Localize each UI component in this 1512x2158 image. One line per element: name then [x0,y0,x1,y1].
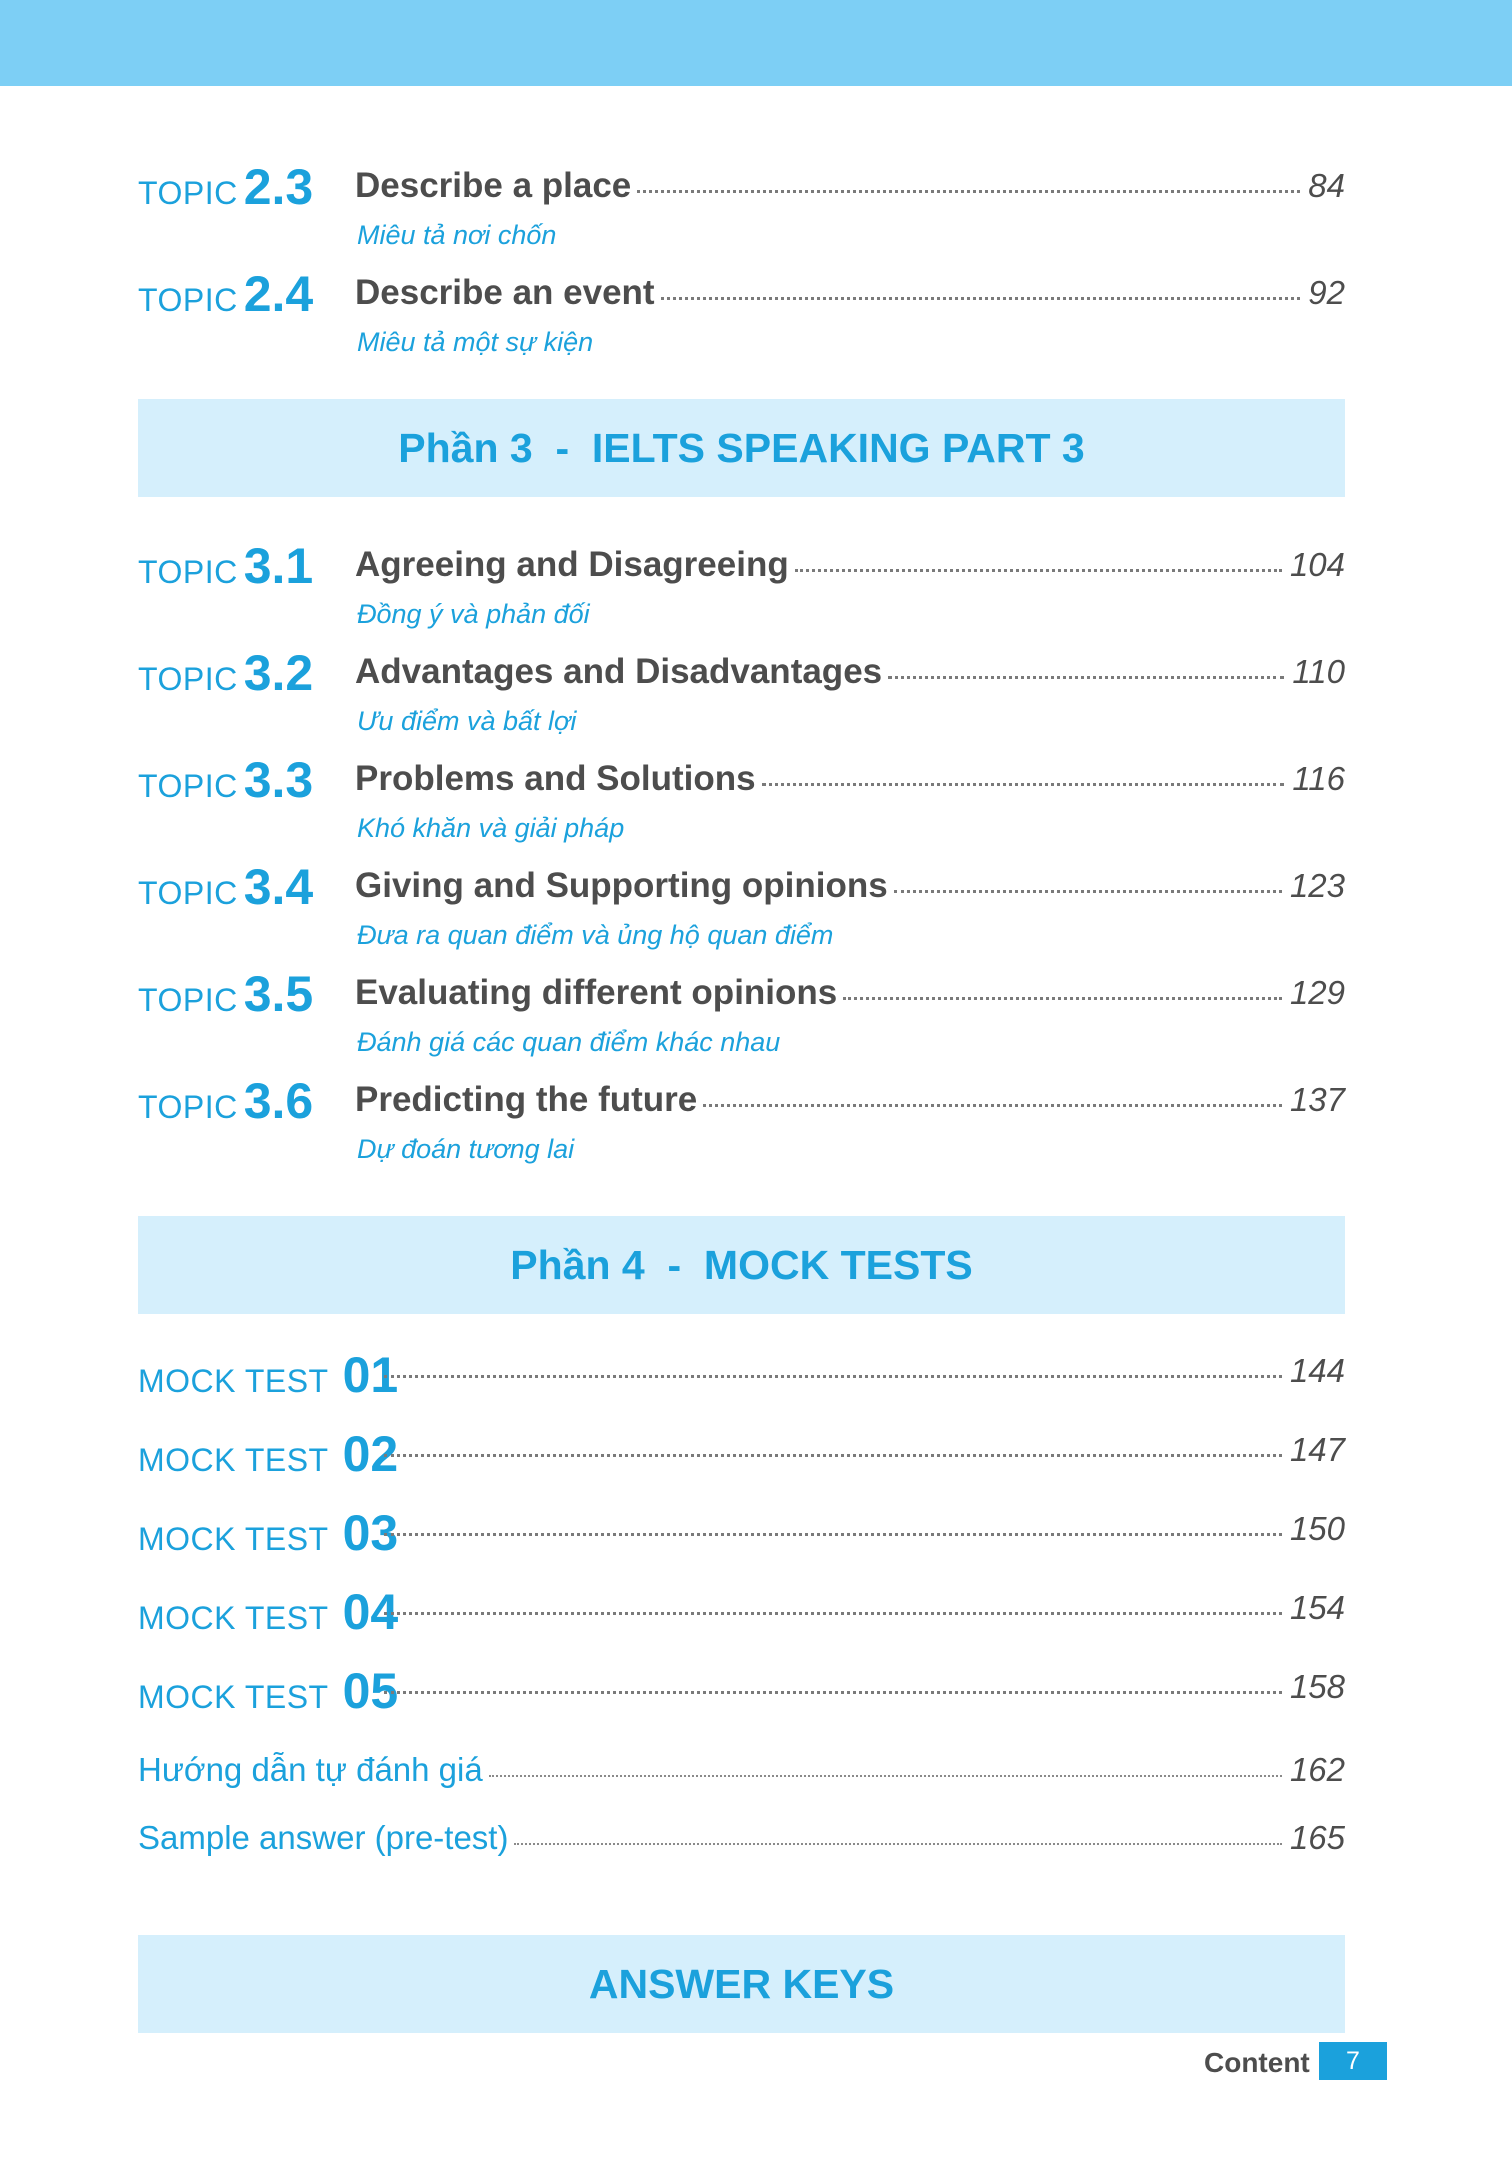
top-color-bar [0,0,1512,86]
toc-entry-topic-3-5[interactable] [138,957,1345,1064]
topic-subtitle: Đưa ra quan điểm và ủng hộ quan điểm [357,920,834,950]
topic-tag: TOPIC 3.5 [138,966,314,1022]
page-number: 165 [1289,1819,1345,1856]
topic-tag: TOPIC 2.3 [138,159,314,215]
toc-entry-topic-3-6[interactable] [138,1064,1345,1171]
toc-entry-mock-test-04[interactable] [138,1581,1345,1660]
toc-entry-mock-test-05[interactable] [138,1660,1345,1739]
topic-subtitle: Đồng ý và phản đối [357,599,590,629]
page-number: 104 [1289,546,1345,583]
topic-subtitle: Miêu tả nơi chốn [357,220,557,250]
dot-leader [843,996,1282,1000]
page-number: 144 [1289,1352,1345,1389]
section-banner-part-4: Phần 4 - MOCK TESTS [138,1216,1345,1314]
topic-subtitle: Miêu tả một sự kiện [357,327,594,357]
topic-title: Evaluating different opinions [355,973,838,1012]
toc-entry-topic-3-3[interactable] [138,743,1345,850]
toc-entry-mock-test-02[interactable] [138,1423,1345,1502]
page-number: 147 [1289,1431,1345,1468]
footer-page-number: 7 [1319,2042,1387,2080]
topic-title: Describe a place [355,166,632,205]
topic-tag: TOPIC 3.6 [138,1073,314,1129]
page-number: 116 [1292,760,1345,797]
toc-entry-mock-test-01[interactable] [138,1344,1345,1423]
dot-leader [637,189,1300,193]
dot-leader [762,782,1285,786]
dot-leader [384,1690,1282,1694]
toc-entry-topic-2-4[interactable] [138,257,1345,364]
topic-subtitle: Dự đoán tương lai [357,1134,575,1164]
topic-subtitle: Ưu điểm và bất lợi [357,706,577,736]
mock-test-tag: MOCK TEST 05 [138,1663,399,1719]
toc-entry-topic-3-2[interactable] [138,636,1345,743]
toc-entry-sample-answer[interactable] [138,1819,1345,1887]
page-number: 137 [1289,1081,1345,1118]
page-number: 162 [1289,1751,1345,1788]
dot-leader [384,1532,1282,1536]
toc-entry-self-assessment-guide[interactable] [138,1751,1345,1819]
mock-test-tag: MOCK TEST 01 [138,1347,399,1403]
dot-leader [795,568,1282,572]
topic-title: Problems and Solutions [355,759,756,798]
toc-entry-topic-3-1[interactable] [138,529,1345,636]
topic-tag: TOPIC 3.3 [138,752,314,808]
page-number: 92 [1308,274,1345,311]
topic-tag: TOPIC 3.2 [138,645,314,701]
footer-section-label: Content [1204,2047,1310,2078]
mock-test-tag: MOCK TEST 02 [138,1426,399,1482]
section-banner-answer-keys: ANSWER KEYS [138,1935,1345,2033]
page-number: 150 [1289,1510,1345,1547]
entry-label: Hướng dẫn tự đánh giá [138,1751,483,1788]
dot-leader [384,1374,1282,1378]
entry-label: Sample answer (pre-test) [138,1819,509,1856]
topic-subtitle: Khó khăn và giải pháp [357,813,625,843]
mock-test-tag: MOCK TEST 04 [138,1584,399,1640]
dot-leader [384,1453,1282,1457]
page-number: 84 [1308,167,1345,204]
toc-entry-topic-2-3[interactable] [138,150,1345,257]
page-number: 129 [1289,974,1345,1011]
table-of-contents [138,150,1345,2033]
page-number: 154 [1289,1589,1345,1626]
dot-leader [661,296,1301,300]
page-number: 123 [1289,867,1345,904]
toc-entry-mock-test-03[interactable] [138,1502,1345,1581]
page-number: 158 [1289,1668,1345,1705]
topic-title: Agreeing and Disagreeing [355,545,789,584]
topic-title: Predicting the future [355,1080,698,1119]
dot-leader [514,1842,1281,1845]
topic-title: Describe an event [355,273,655,312]
dot-leader [894,889,1282,893]
page-number: 110 [1292,653,1345,690]
dot-leader [384,1611,1282,1615]
toc-entry-topic-3-4[interactable] [138,850,1345,957]
dot-leader [888,675,1284,679]
topic-tag: TOPIC 3.1 [138,538,314,594]
topic-tag: TOPIC 2.4 [138,266,314,322]
mock-test-tag: MOCK TEST 03 [138,1505,399,1561]
dot-leader [703,1103,1282,1107]
topic-tag: TOPIC 3.4 [138,859,314,915]
topic-title: Advantages and Disadvantages [355,652,883,691]
topic-subtitle: Đánh giá các quan điểm khác nhau [357,1027,781,1057]
section-banner-part-3: Phần 3 - IELTS SPEAKING PART 3 [138,399,1345,497]
dot-leader [489,1774,1282,1777]
topic-title: Giving and Supporting opinions [355,866,888,905]
